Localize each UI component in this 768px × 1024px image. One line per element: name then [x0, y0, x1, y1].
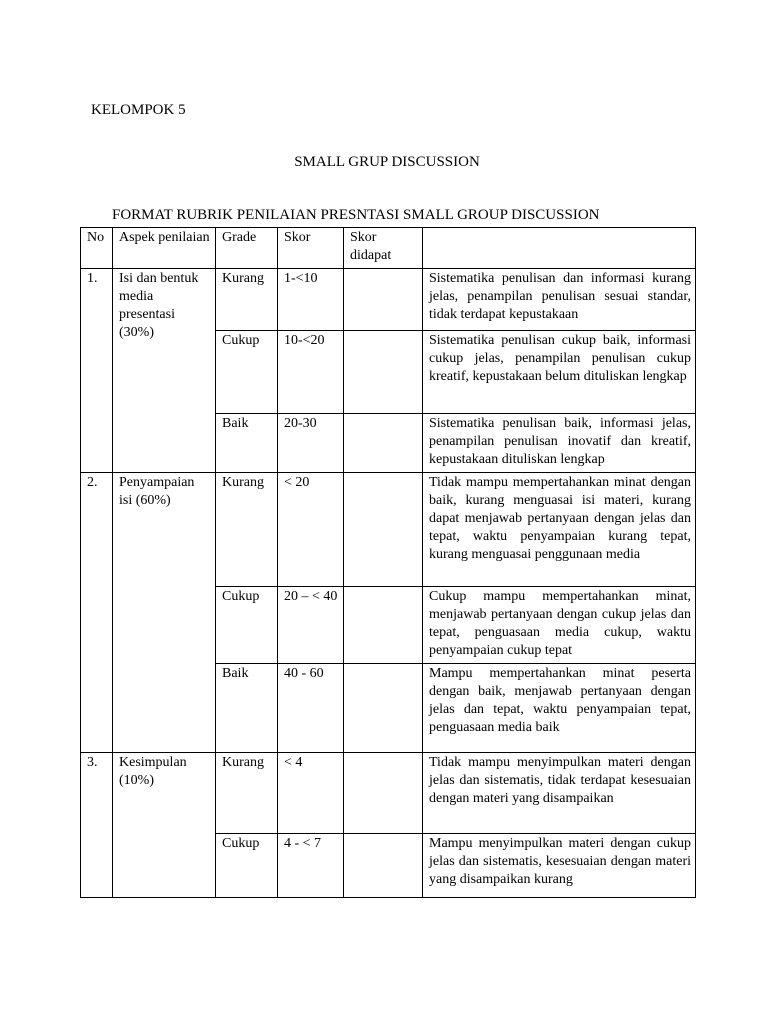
description-cell: Tidak mampu mempertahankan minat dengan baik, kurang menguasai isi materi, kurang dapat menjawab pertanyaan dengan jelas dan tepat, waktu penyampaian kurang tepat, kurang menguasai penggunaan media [423, 473, 696, 587]
header-description [423, 228, 696, 269]
grade-cell: Baik [216, 414, 278, 473]
grade-cell: Baik [216, 664, 278, 753]
score-obtained-cell[interactable] [344, 269, 423, 331]
description-cell: Tidak mampu menyimpulkan materi dengan jelas dan sistematis, tidak terdapat kesesuaian dengan materi yang disampaikan [423, 753, 696, 834]
document-title: SMALL GRUP DISCUSSION [294, 154, 480, 170]
grade-cell: Cukup [216, 587, 278, 664]
table-row [81, 753, 696, 834]
table-title: FORMAT RUBRIK PENILAIAN PRESNTASI SMALL GROUP DISCUSSION [112, 207, 600, 223]
description-cell: Mampu mempertahankan minat peserta dengan baik, menjawab pertanyaan dengan jelas dan tepat, waktu penyampaian tepat, penguasaan media baik [423, 664, 696, 753]
grade-cell: Cukup [216, 331, 278, 414]
score-cell: < 4 [278, 753, 344, 834]
score-obtained-cell[interactable] [344, 753, 423, 834]
header-score-obtained: Skor didapat [344, 228, 423, 269]
header-grade: Grade [216, 228, 278, 269]
grade-cell: Cukup [216, 834, 278, 898]
aspect-no: 3. [81, 753, 113, 898]
aspect-no: 1. [81, 269, 113, 473]
score-obtained-cell[interactable] [344, 664, 423, 753]
score-obtained-cell[interactable] [344, 331, 423, 414]
grade-cell: Kurang [216, 473, 278, 587]
description-cell: Sistematika penulisan cukup baik, informasi cukup jelas, penampilan penulisan cukup kreatif, kepustakaan belum dituliskan lengkap [423, 331, 696, 414]
table-row [81, 473, 696, 587]
aspect-name: Kesimpulan (10%) [113, 753, 216, 898]
score-cell: < 20 [278, 473, 344, 587]
grade-cell: Kurang [216, 269, 278, 331]
description-cell: Cukup mampu mempertahankan minat, menjawab pertanyaan dengan cukup jelas dan tepat, penguasaan media cukup, waktu penyampaian cukup tepat [423, 587, 696, 664]
header-no: No [81, 228, 113, 269]
score-cell: 40 - 60 [278, 664, 344, 753]
score-cell: 4 - < 7 [278, 834, 344, 898]
score-cell: 20 – < 40 [278, 587, 344, 664]
description-cell: Mampu menyimpulkan materi dengan cukup jelas dan sistematis, kesesuaian dengan materi yang disampaikan kurang [423, 834, 696, 898]
description-cell: Sistematika penulisan dan informasi kurang jelas, penampilan penulisan sesuai standar, tidak terdapat kepustakaan [423, 269, 696, 331]
aspect-no: 2. [81, 473, 113, 753]
score-obtained-cell[interactable] [344, 587, 423, 664]
header-aspect: Aspek penilaian [113, 228, 216, 269]
rubric-table [80, 227, 696, 898]
score-obtained-cell[interactable] [344, 414, 423, 473]
score-obtained-cell[interactable] [344, 473, 423, 587]
score-cell: 10-<20 [278, 331, 344, 414]
table-header-row [81, 228, 696, 269]
score-cell: 1-<10 [278, 269, 344, 331]
header-score: Skor [278, 228, 344, 269]
score-cell: 20-30 [278, 414, 344, 473]
aspect-name: Penyampaian isi (60%) [113, 473, 216, 753]
aspect-name: Isi dan bentuk media presentasi (30%) [113, 269, 216, 473]
group-label: KELOMPOK 5 [91, 102, 186, 118]
description-cell: Sistematika penulisan baik, informasi jelas, penampilan penulisan inovatif dan kreatif, kepustakaan dituliskan lengkap [423, 414, 696, 473]
score-obtained-cell[interactable] [344, 834, 423, 898]
table-row [81, 269, 696, 331]
grade-cell: Kurang [216, 753, 278, 834]
